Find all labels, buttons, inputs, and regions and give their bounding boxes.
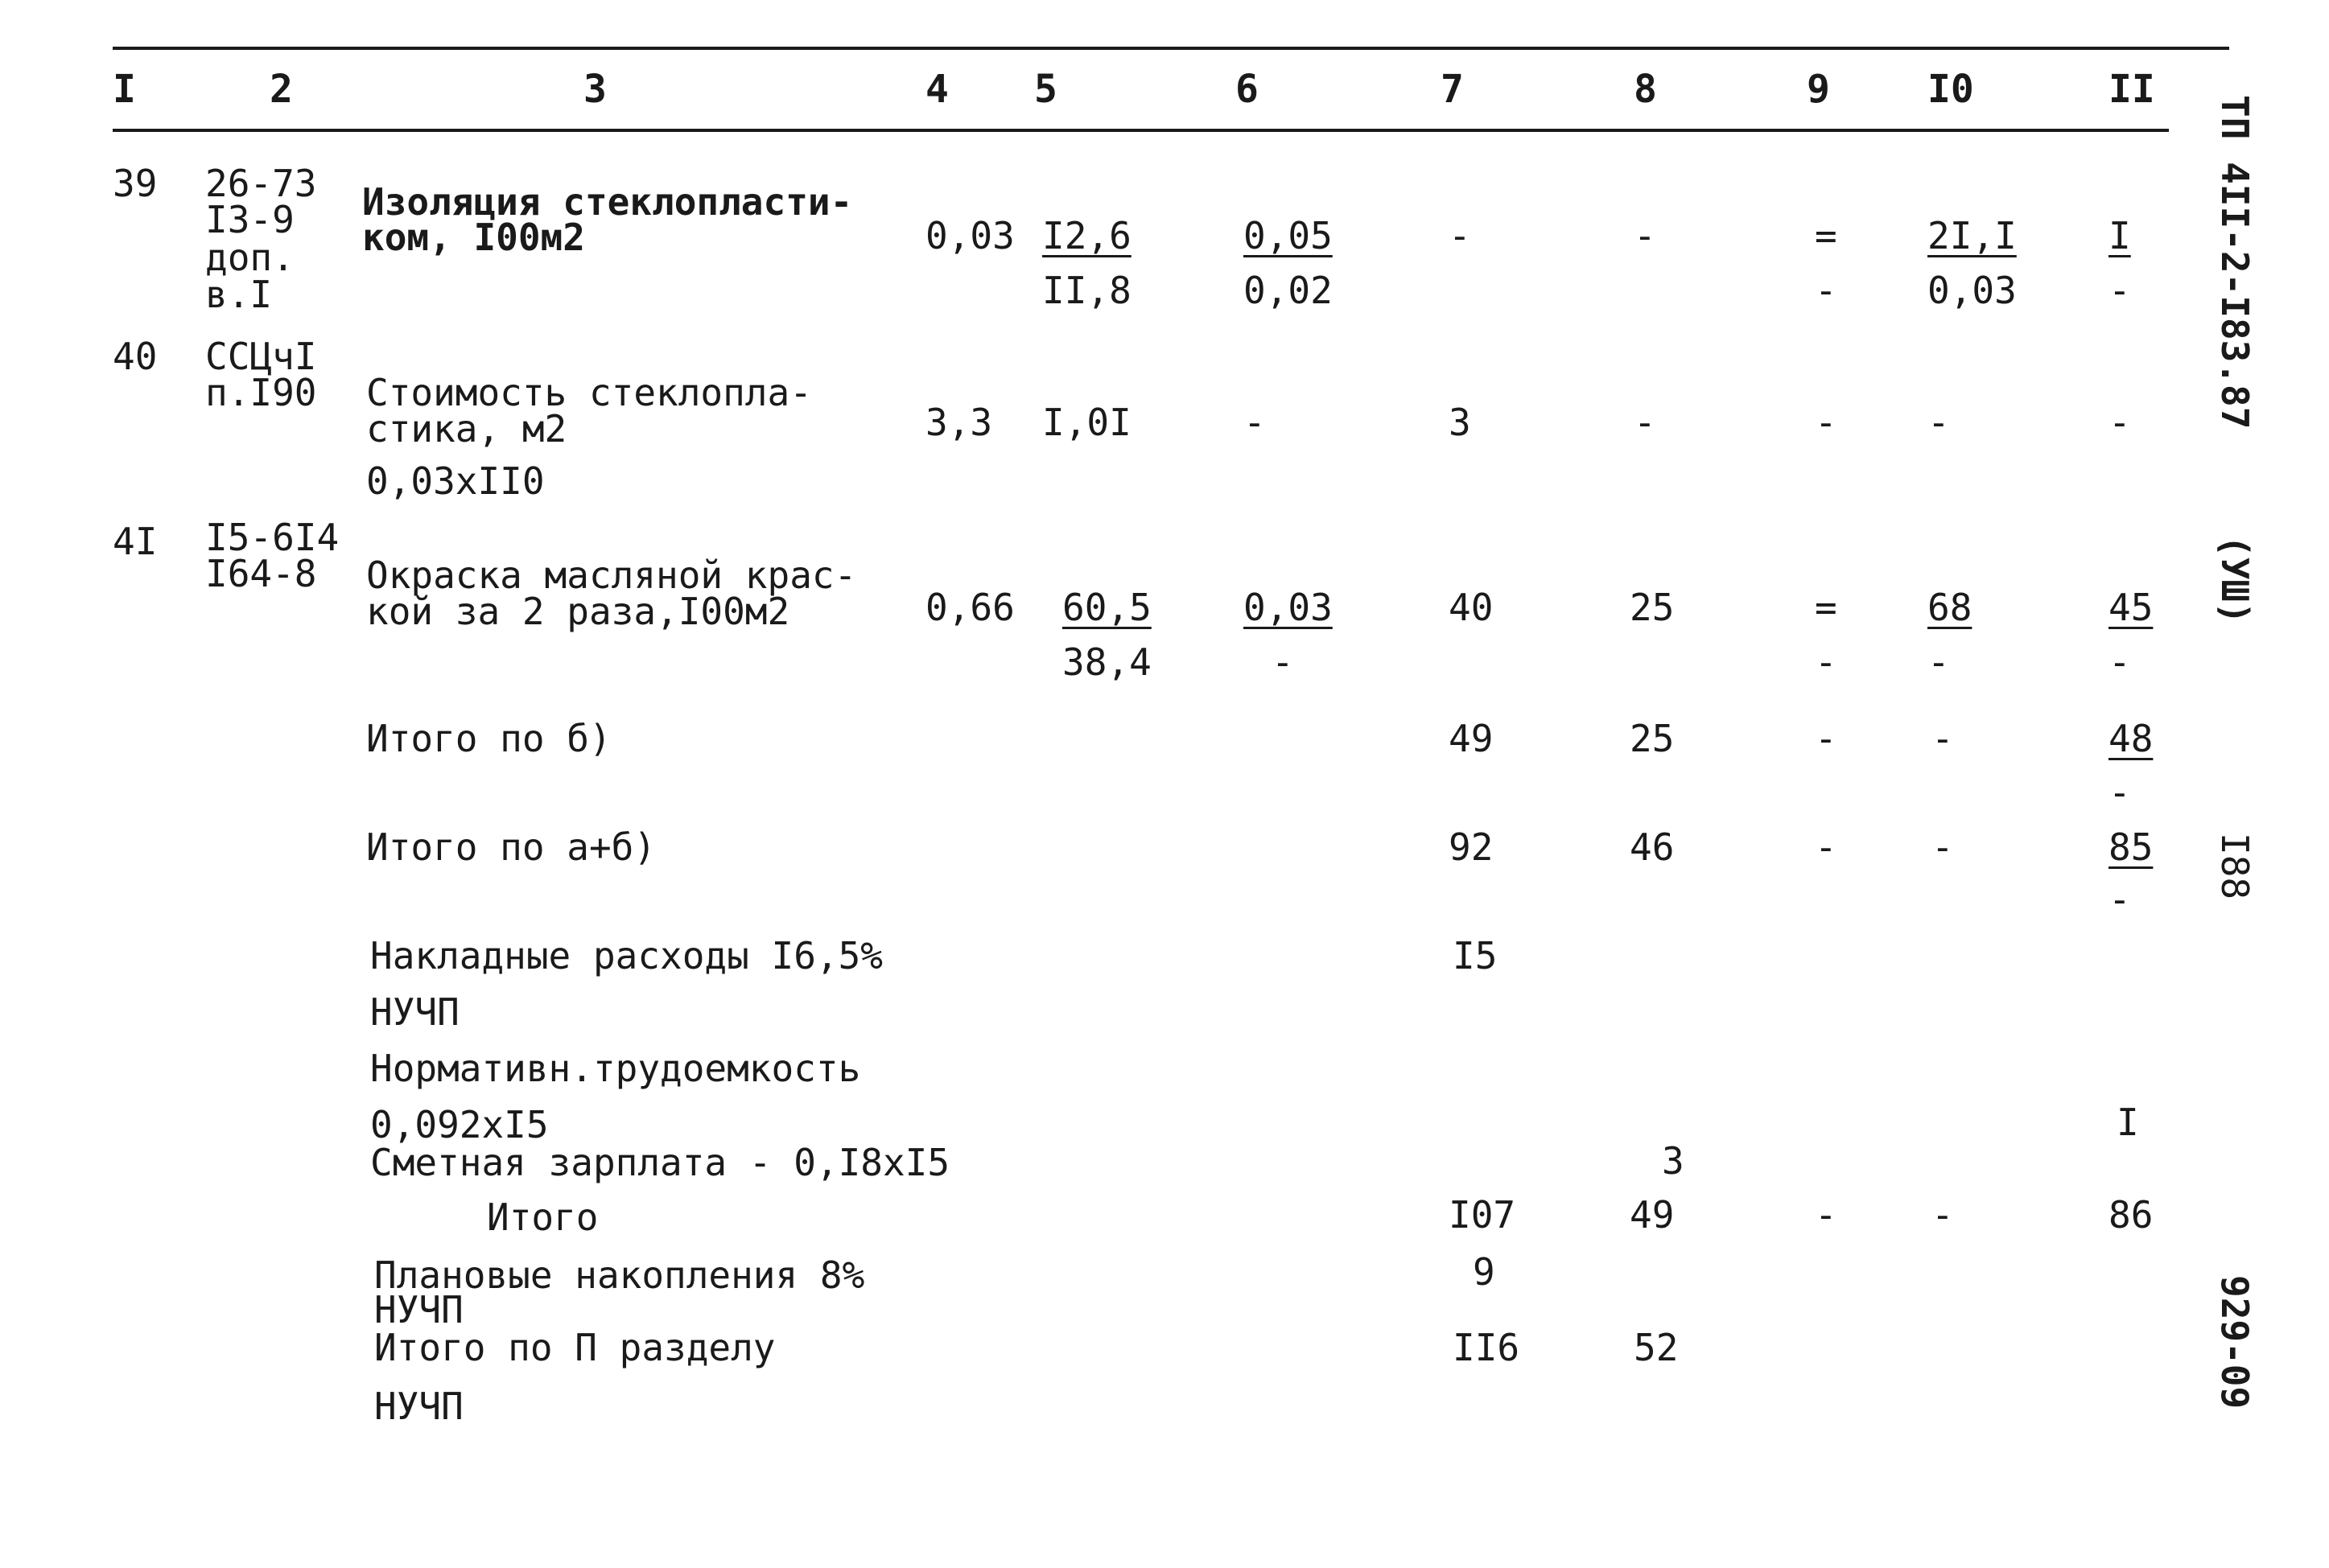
norm-reference: НУЧП (374, 1385, 464, 1428)
cell-col7: 3 (1449, 401, 1471, 444)
work-name-line: Стоимость стеклопла- (366, 371, 812, 414)
cell-quantity: 0,66 (925, 586, 1015, 629)
col-header-2: 2 (270, 67, 293, 112)
price-code-line: I5-6I4 (205, 516, 340, 559)
cell-col11: I (2108, 214, 2131, 257)
cell-col9-sub: - (1815, 269, 1837, 312)
cell-unit-cost-wage: 38,4 (1062, 640, 1152, 684)
cell-col7: 92 (1449, 825, 1494, 869)
norm-reference: НУЧП (374, 1288, 464, 1331)
cell-total-cost-sub: - (1272, 640, 1294, 684)
cell-col8: - (1634, 401, 1656, 444)
cell-col10: - (1927, 401, 1950, 444)
total-label: Итого по П разделу (374, 1326, 776, 1369)
price-code-line: I3-9 (205, 198, 295, 241)
cell-total-cost-wage: 0,02 (1243, 269, 1333, 312)
norm-reference: НУЧП (370, 990, 460, 1034)
cell-col10: - (1931, 1193, 1954, 1237)
work-name-line: ком, I00м2 (362, 216, 585, 259)
cell-total-cost: 0,03 (1243, 586, 1333, 629)
price-code-line: п.I90 (205, 371, 317, 414)
cell-col10-sub: - (1927, 640, 1950, 684)
cell-unit-cost: 60,5 (1062, 586, 1152, 629)
cell-unit-cost: I2,6 (1042, 214, 1132, 257)
price-code-line: 26-73 (205, 162, 317, 205)
col-header-9: 9 (1807, 67, 1830, 112)
row-number: 4I (113, 520, 158, 563)
work-name-line: Окраска масляной крас- (366, 554, 857, 597)
cell-col8: 46 (1630, 825, 1675, 869)
cell-quantity: 0,03 (925, 214, 1015, 257)
cell-col9: - (1815, 825, 1837, 869)
total-label: Итого по а+б) (366, 825, 657, 869)
total-label: Итого (487, 1196, 599, 1239)
cell-col7: I5 (1453, 934, 1498, 977)
cell-unit-cost: I,0I (1042, 401, 1132, 444)
col-header-6: 6 (1235, 67, 1259, 112)
col-header-4: 4 (925, 67, 949, 112)
side-sheet-number: 929-09 (2213, 1275, 2257, 1410)
col-header-8: 8 (1634, 67, 1657, 112)
work-name-line: Изоляция стеклопласти- (362, 180, 853, 224)
work-name-line: кой за 2 раза,I00м2 (366, 590, 790, 633)
cell-col9-sub: - (1815, 640, 1837, 684)
total-label: Накладные расходы I6,5% (370, 934, 883, 977)
cell-col8: 3 (1662, 1139, 1684, 1183)
cell-total-cost: - (1243, 401, 1266, 444)
cell-col9: - (1815, 401, 1837, 444)
cell-col8: 52 (1634, 1326, 1679, 1369)
row-number: 40 (113, 335, 158, 378)
col-header-5: 5 (1034, 67, 1057, 112)
cell-col7: 40 (1449, 586, 1494, 629)
cell-col7: 9 (1473, 1250, 1495, 1294)
cell-col10-sub: 0,03 (1927, 269, 2017, 312)
side-doc-code: ТП 4II-2-I83.87 (2213, 95, 2257, 430)
side-page-number: I88 (2213, 833, 2257, 900)
side-album: (УШ) (2213, 535, 2257, 624)
total-label: Итого по б) (366, 717, 612, 760)
cell-col11: 45 (2108, 586, 2154, 629)
cell-col10: 2I,I (1927, 214, 2017, 257)
cell-col7: - (1449, 214, 1471, 257)
formula: 0,03хII0 (366, 459, 545, 503)
row-number: 39 (113, 162, 158, 205)
price-code-line: в.I (205, 273, 273, 316)
cell-col9: = (1815, 586, 1837, 629)
price-code-line: I64-8 (205, 552, 317, 595)
formula: 0,092хI5 (370, 1103, 549, 1146)
col-header-1: I (113, 67, 136, 112)
cell-col9: - (1815, 1193, 1837, 1237)
cell-quantity: 3,3 (925, 401, 993, 444)
cell-col11: 48 (2108, 717, 2154, 760)
cell-col8: 49 (1630, 1193, 1675, 1237)
cell-col11-sub: - (2108, 878, 2131, 921)
cell-col9: = (1815, 214, 1837, 257)
cell-unit-cost-wage: II,8 (1042, 269, 1132, 312)
cell-col8: - (1634, 214, 1656, 257)
cell-col7: II6 (1453, 1326, 1520, 1369)
cell-col8: 25 (1630, 586, 1675, 629)
cell-col8: 25 (1630, 717, 1675, 760)
cell-col11: 85 (2108, 825, 2154, 869)
col-header-7: 7 (1441, 67, 1464, 112)
cell-col11: 86 (2108, 1193, 2154, 1237)
cell-col7: 49 (1449, 717, 1494, 760)
price-code-line: доп. (205, 236, 295, 279)
cell-col10: 68 (1927, 586, 1972, 629)
price-code-line: ССЦчI (205, 335, 317, 378)
cell-col9: - (1815, 717, 1837, 760)
total-label: Сметная зарплата - 0,I8хI5 (370, 1141, 950, 1184)
col-header-11: II (2108, 67, 2155, 112)
cell-total-cost: 0,05 (1243, 214, 1333, 257)
cell-col11-sub: - (2108, 269, 2131, 312)
cell-col11: - (2108, 401, 2131, 444)
col-header-3: 3 (583, 67, 607, 112)
header-rule (113, 129, 2169, 132)
total-label: Плановые накопления 8% (374, 1253, 865, 1297)
cell-col11-sub: - (2108, 771, 2131, 814)
cell-col10: - (1931, 825, 1954, 869)
top-rule (113, 47, 2229, 50)
cell-col7: I07 (1449, 1193, 1516, 1237)
cell-col10: - (1931, 717, 1954, 760)
work-name-line: стика, м2 (366, 407, 567, 451)
cell-col11: I (2117, 1101, 2139, 1144)
total-label: Нормативн.трудоемкость (370, 1047, 861, 1090)
col-header-10: I0 (1927, 67, 1974, 112)
cell-col11-sub: - (2108, 640, 2131, 684)
